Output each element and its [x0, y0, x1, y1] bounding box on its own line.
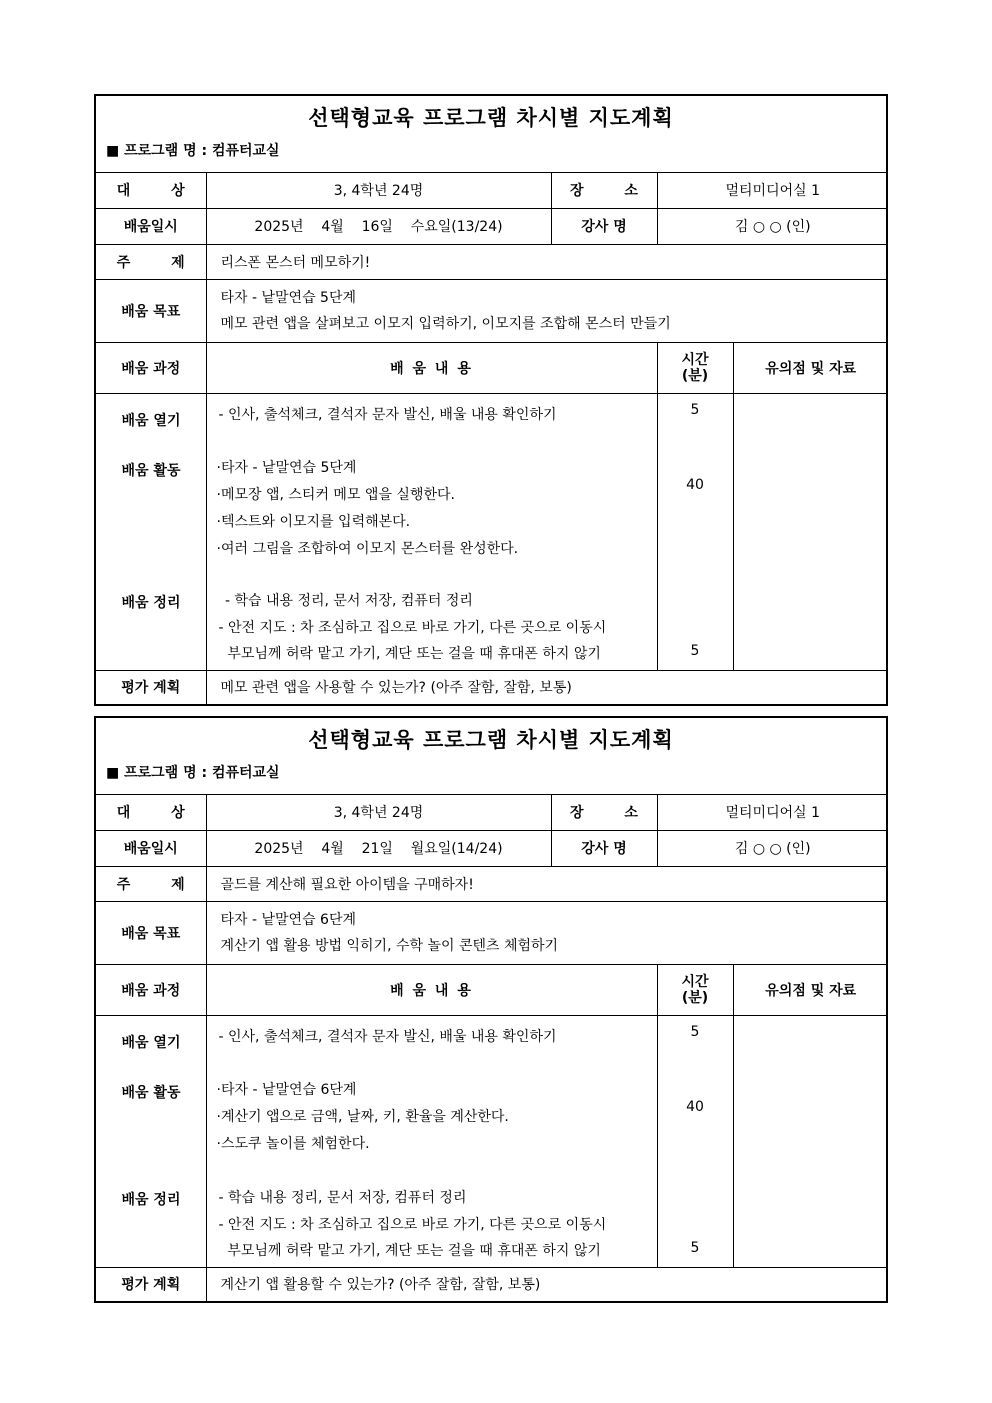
time-header: 시간 (분): [657, 342, 733, 393]
content-line: ·여러 그림을 조합하여 이모지 몬스터를 완성한다.: [216, 540, 519, 557]
plan-table: [96, 795, 888, 1301]
content-line: - 학습 내용 정리, 문서 저장, 컴퓨터 정리: [218, 1189, 467, 1206]
time-close: 5: [690, 1239, 700, 1256]
time-activity: 40: [686, 476, 704, 493]
program-name: ■ 프로그램 명 : 컴퓨터교실: [96, 140, 886, 173]
plan-table: [96, 173, 888, 704]
stage-close: 배움 정리: [121, 594, 181, 611]
content-line: ·타자 - 낱말연습 6단계: [216, 1081, 357, 1098]
goal-line: 타자 - 낱말연습 5단계: [220, 289, 357, 306]
target-label: 대 상: [96, 173, 206, 208]
notes-header: 유의점 및 자료: [733, 964, 888, 1015]
notes-column: [733, 393, 888, 670]
content-column: [206, 1015, 657, 1267]
content-line: - 학습 내용 정리, 문서 저장, 컴퓨터 정리: [220, 592, 473, 609]
target-value: 3, 4학년 24명: [206, 795, 551, 830]
topic-label: 주 제: [96, 244, 206, 279]
topic-value: 골드를 계산해 필요한 아이템을 구매하자!: [206, 866, 888, 901]
content-header: 배 움 내 용: [206, 342, 657, 393]
content-line: ·타자 - 낱말연습 5단계: [216, 459, 357, 476]
content-line: 부모님께 허락 맡고 가기, 계단 또는 걸을 때 휴대폰 하지 않기: [218, 645, 601, 662]
date-label: 배움일시: [96, 830, 206, 866]
place-value: 멀티미디어실 1: [657, 795, 888, 830]
time-open: 5: [690, 401, 700, 418]
topic-label: 주 제: [96, 866, 206, 901]
content-line: 부모님께 허락 맡고 가기, 계단 또는 걸을 때 휴대폰 하지 않기: [218, 1242, 601, 1259]
lesson-plan-1: [94, 94, 888, 706]
goal-value: [206, 279, 888, 342]
teacher-label: 강사 명: [551, 208, 657, 244]
plan-title: 선택형교육 프로그램 차시별 지도계획: [308, 105, 674, 130]
content-line: ·텍스트와 이모지를 입력해본다.: [216, 513, 411, 530]
topic-value: 리스폰 몬스터 메모하기!: [206, 244, 888, 279]
content-line: - 안전 지도 : 차 조심하고 집으로 바로 가기, 다른 곳으로 이동시: [218, 1216, 607, 1233]
stage-open: 배움 열기: [121, 412, 181, 429]
eval-label: 평가 계획: [96, 1267, 206, 1301]
content-column: [206, 393, 657, 670]
process-header: 배움 과정: [96, 342, 206, 393]
content-line: - 안전 지도 : 차 조심하고 집으로 바로 가기, 다른 곳으로 이동시: [218, 619, 607, 636]
content-line: - 인사, 출석체크, 결석자 문자 발신, 배울 내용 확인하기: [218, 1028, 557, 1045]
teacher-label: 강사 명: [551, 830, 657, 866]
lesson-plan-2: [94, 716, 888, 1303]
content-header: 배 움 내 용: [206, 964, 657, 1015]
time-column: [657, 1015, 733, 1267]
place-label: 장 소: [551, 795, 657, 830]
target-value: 3, 4학년 24명: [206, 173, 551, 208]
date-value: 2025년 4월 16일 수요일(13/24): [206, 208, 551, 244]
content-line: - 인사, 출석체크, 결석자 문자 발신, 배울 내용 확인하기: [218, 406, 557, 423]
process-header: 배움 과정: [96, 964, 206, 1015]
content-line: ·스도쿠 놀이를 체험한다.: [216, 1135, 370, 1152]
date-label: 배움일시: [96, 208, 206, 244]
teacher-value: 김 ○ ○ (인): [657, 830, 888, 866]
content-line: ·계산기 앱으로 금액, 날짜, 키, 환율을 계산한다.: [216, 1108, 509, 1125]
goal-label: 배움 목표: [96, 279, 206, 342]
place-label: 장 소: [551, 173, 657, 208]
teacher-value: 김 ○ ○ (인): [657, 208, 888, 244]
time-activity: 40: [686, 1098, 704, 1115]
date-value: 2025년 4월 21일 월요일(14/24): [206, 830, 551, 866]
stage-activity: 배움 활동: [121, 1084, 181, 1101]
goal-value: [206, 901, 888, 964]
time-close: 5: [690, 642, 700, 659]
notes-header: 유의점 및 자료: [733, 342, 888, 393]
time-open: 5: [690, 1023, 700, 1040]
goal-line: 메모 관련 앱을 살펴보고 이모지 입력하기, 이모지를 조합해 몬스터 만들기: [220, 315, 671, 332]
goal-line: 계산기 앱 활용 방법 익히기, 수학 놀이 콘텐츠 체험하기: [220, 937, 559, 954]
stage-close: 배움 정리: [121, 1191, 181, 1208]
time-header: 시간 (분): [657, 964, 733, 1015]
place-value: 멀티미디어실 1: [657, 173, 888, 208]
goal-line: 타자 - 낱말연습 6단계: [220, 911, 357, 928]
plan-title: 선택형교육 프로그램 차시별 지도계획: [308, 727, 674, 752]
stage-column: [96, 1015, 206, 1267]
program-name: ■ 프로그램 명 : 컴퓨터교실: [96, 762, 886, 795]
stage-column: [96, 393, 206, 670]
content-line: ·메모장 앱, 스티커 메모 앱을 실행한다.: [216, 486, 455, 503]
target-label: 대 상: [96, 795, 206, 830]
stage-activity: 배움 활동: [121, 462, 181, 479]
notes-column: [733, 1015, 888, 1267]
time-column: [657, 393, 733, 670]
eval-value: 계산기 앱 활용할 수 있는가? (아주 잘함, 잘함, 보통): [206, 1267, 888, 1301]
stage-open: 배움 열기: [121, 1034, 181, 1051]
goal-label: 배움 목표: [96, 901, 206, 964]
eval-value: 메모 관련 앱을 사용할 수 있는가? (아주 잘함, 잘함, 보통): [206, 670, 888, 704]
eval-label: 평가 계획: [96, 670, 206, 704]
